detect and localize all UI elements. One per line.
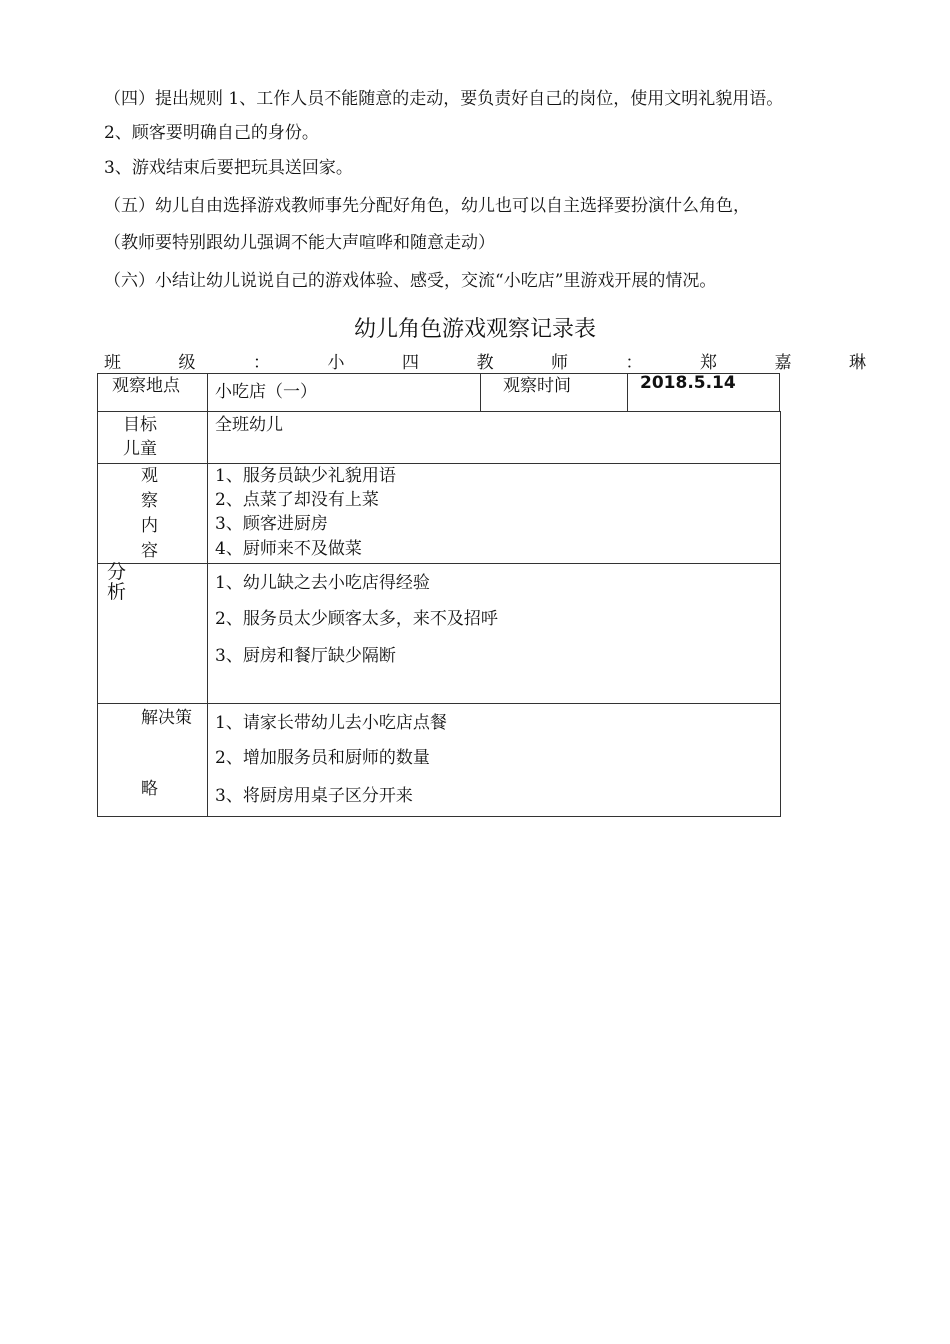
info-char: ： xyxy=(625,353,643,373)
analysis-item: 1、幼儿缺之去小吃店得经验 xyxy=(215,573,430,593)
rule-item-3: 3、游戏结束后要把玩具送回家。 xyxy=(104,158,353,178)
class-teacher-info xyxy=(104,352,866,374)
observe-item: 2、点菜了却没有上菜 xyxy=(215,490,379,510)
observation-date: 2018.5.14 xyxy=(640,373,736,393)
analysis-item: 2、服务员太少顾客太多，来不及招呼 xyxy=(215,609,498,629)
target-value-cell xyxy=(207,411,781,464)
target-label-line2: 儿童 xyxy=(123,439,157,459)
rule-item-2: 2、顾客要明确自己的身份。 xyxy=(104,123,319,143)
observe-label-char: 察 xyxy=(141,491,158,511)
location-value: 小吃店（一） xyxy=(215,382,317,402)
target-label-line1: 目标 xyxy=(123,415,157,435)
info-char: 嘉 xyxy=(774,353,792,373)
observe-label-char: 内 xyxy=(141,516,158,536)
observe-label xyxy=(141,464,158,564)
analysis-label-line2: 析 xyxy=(107,581,127,603)
solution-label-line2: 略 xyxy=(141,779,158,799)
observe-item: 1、服务员缺少礼貌用语 xyxy=(215,466,396,486)
solution-item: 2、增加服务员和厨师的数量 xyxy=(215,748,430,768)
location-label: 观察地点 xyxy=(112,376,180,396)
observe-label-char: 观 xyxy=(141,466,158,486)
observe-item: 4、厨师来不及做菜 xyxy=(215,539,362,559)
table-title: 幼儿角色游戏观察记录表 xyxy=(353,317,596,342)
solution-item: 3、将厨房用桌子区分开来 xyxy=(215,786,413,806)
info-char: 小 xyxy=(327,353,345,373)
role-selection-paragraph: （五）幼儿自由选择游戏教师事先分配好角色，幼儿也可以自主选择要扮演什么角色， xyxy=(104,196,750,216)
analysis-label-line1: 分 xyxy=(107,561,127,583)
time-label: 观察时间 xyxy=(503,376,571,396)
teacher-note: （教师要特别跟幼儿强调不能大声喧哗和随意走动） xyxy=(104,233,495,253)
info-char: 教 xyxy=(476,353,494,373)
observe-item: 3、顾客进厨房 xyxy=(215,514,328,534)
info-char: 四 xyxy=(402,353,419,373)
info-char: 琳 xyxy=(849,353,866,373)
info-char: 班 xyxy=(104,353,121,373)
info-char: 级 xyxy=(178,353,196,373)
target-value: 全班幼儿 xyxy=(215,415,283,435)
solution-item: 1、请家长带幼儿去小吃店点餐 xyxy=(215,713,447,733)
summary-paragraph: （六）小结让幼儿说说自己的游戏体验、感受，交流“小吃店”里游戏开展的情况。 xyxy=(104,271,717,291)
observe-label-char: 容 xyxy=(141,541,158,561)
analysis-item: 3、厨房和餐厅缺少隔断 xyxy=(215,646,396,666)
rule-paragraph: （四）提出规则 1、工作人员不能随意的走动，要负责好自己的岗位，使用文明礼貌用语。 xyxy=(104,89,784,109)
info-char: 师 xyxy=(551,353,568,373)
info-char: ： xyxy=(253,353,270,373)
solution-label-line1: 解决策 xyxy=(141,708,192,728)
info-char: 郑 xyxy=(700,353,717,373)
